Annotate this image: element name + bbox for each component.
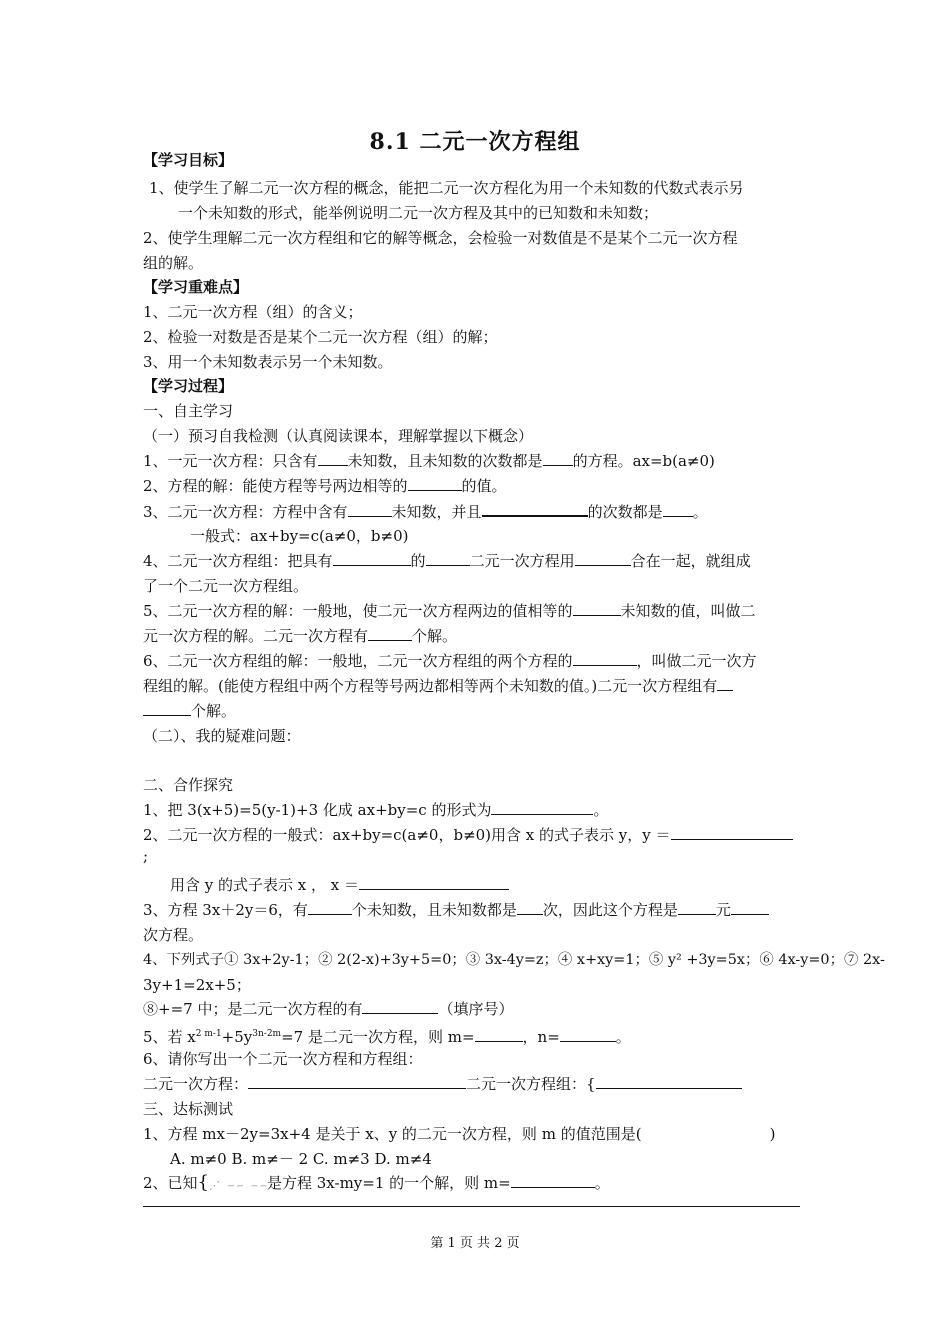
item-q2: 2、二元一次方程的一般式：ax+by=c(a≠0，b≠0)用含 x 的式子表示 y，y ＝: [143, 825, 793, 845]
section-2: 二、合作探究: [143, 776, 234, 794]
item-p2: 2、方程的解：能使方程等号两边相等的 的值。: [143, 477, 507, 495]
item-q5: 5、若 $x^{2 m-1}+5y^{3n-2m}=7$ 是二元一次方程，则 m= ，n= 。: [143, 1028, 631, 1046]
item-q3-cont: 次方程。: [143, 926, 204, 944]
item-q2-semicolon: ;: [143, 847, 149, 865]
item-t2: 2、已知{⋰ ‒‒ ‒‒是方程 3x-my=1 的一个解，则 m= 。: [143, 1172, 610, 1193]
item-p5-cont: 元一次方程的解。二元一次方程有 个解。: [143, 627, 458, 645]
blurred-system-image: ⋰ ‒‒ ‒‒: [209, 1179, 269, 1192]
item-q6-answers: 二元一次方程： 二元一次方程组：{: [143, 1074, 742, 1094]
section-1a: （一）预习自我检测（认真阅读课本，理解掌握以下概念）: [143, 427, 534, 445]
heading-process: 【学习过程】: [143, 377, 234, 395]
item-p6: 6、二元一次方程组的解：一般地，二元一次方程组的两个方程的 ，叫做二元一次方: [143, 652, 757, 670]
heading-goals: 【学习目标】: [143, 151, 234, 169]
item-p5: 5、二元一次方程的解：一般地，使二元一次方程两边的值相等的 未知数的值，叫做二: [143, 602, 756, 620]
item-t1: 1、方程 mx－2y=3x+4 是关于 x、y 的二元一次方程，则 m 的值范围是( ): [143, 1125, 776, 1143]
item-p4-cont: 了一个二元一次方程组。: [143, 577, 309, 595]
item-q4-cont: 3y+1=2x+5；: [143, 976, 251, 994]
item-p3-general: 一般式：ax+by=c(a≠0，b≠0): [190, 527, 409, 545]
item-q6: 6、请你写出一个二元一次方程和方程组：: [143, 1050, 423, 1068]
item-p1: 1、一元一次方程：只含有 未知数，且未知数的次数都是 的方程。ax=b(a≠0): [143, 452, 715, 470]
heading-key-points: 【学习重难点】: [143, 278, 249, 296]
item-p4: 4、二元一次方程组：把具有 的 二元一次方程用 合在一起，就组成: [143, 552, 751, 570]
section-3: 三、达标测试: [143, 1100, 234, 1118]
goal-1a: 1、使学生了解二元一次方程的概念，能把二元一次方程化为用一个未知数的代数式表示另: [149, 179, 744, 197]
item-p6-cont: 程组的解。(能使方程组中两个方程等号两边都相等两个未知数的值。)二元一次方程组有: [143, 676, 733, 696]
page-footer: 第 1 页 共 2 页: [430, 1236, 520, 1251]
goal-1b: 一个未知数的形式，能举例说明二元一次方程及其中的已知数和未知数；: [178, 204, 659, 222]
goal-2a: 2、使学生理解二元一次方程组和它的解等概念，会检验一对数值是不是某个二元一次方程: [143, 229, 738, 247]
item-t1-options: A. m≠0 B. m≠－ 2 C. m≠3 D. m≠4: [170, 1150, 432, 1168]
key-2: 2、检验一对数是否是某个二元一次方程（组）的解；: [143, 328, 498, 346]
item-q1: 1、把 3(x+5)=5(y-1)+3 化成 ax+by=c 的形式为 。: [143, 801, 609, 819]
section-1b: （二）、我的疑难问题：: [143, 727, 301, 745]
item-q4: 4、下列式子① 3x+2y-1；② 2(2-x)+3y+5=0；③ 3x-4y=z；④ x+xy=1；⑤ y² +3y=5x；⑥ 4x-y=0；⑦ 2x-: [143, 952, 885, 968]
goal-2b: 组的解。: [143, 254, 204, 272]
item-p6-end: 个解。: [143, 701, 236, 721]
section-1: 一、自主学习: [143, 402, 234, 420]
item-q3: 3、方程 3x＋2y＝6，有 个未知数，且未知数都是 次，因此这个方程是 元: [143, 900, 769, 920]
key-3: 3、用一个未知数表示另一个未知数。: [143, 353, 393, 371]
item-q2-x: 用含 y 的式子表示 x ， x ＝: [170, 875, 509, 895]
footer-divider: [143, 1206, 800, 1207]
system-brace-icon: {: [197, 1172, 209, 1193]
item-p3: 3、二元一次方程：方程中含有 未知数，并且 的次数都是 。: [143, 503, 708, 521]
item-q4-answer: ⑧+=7 中；是二元一次方程的有 （填序号）: [143, 1000, 514, 1018]
page-title: 8.1 二元一次方程组: [369, 129, 581, 155]
key-1: 1、二元一次方程（组）的含义；: [143, 303, 363, 321]
